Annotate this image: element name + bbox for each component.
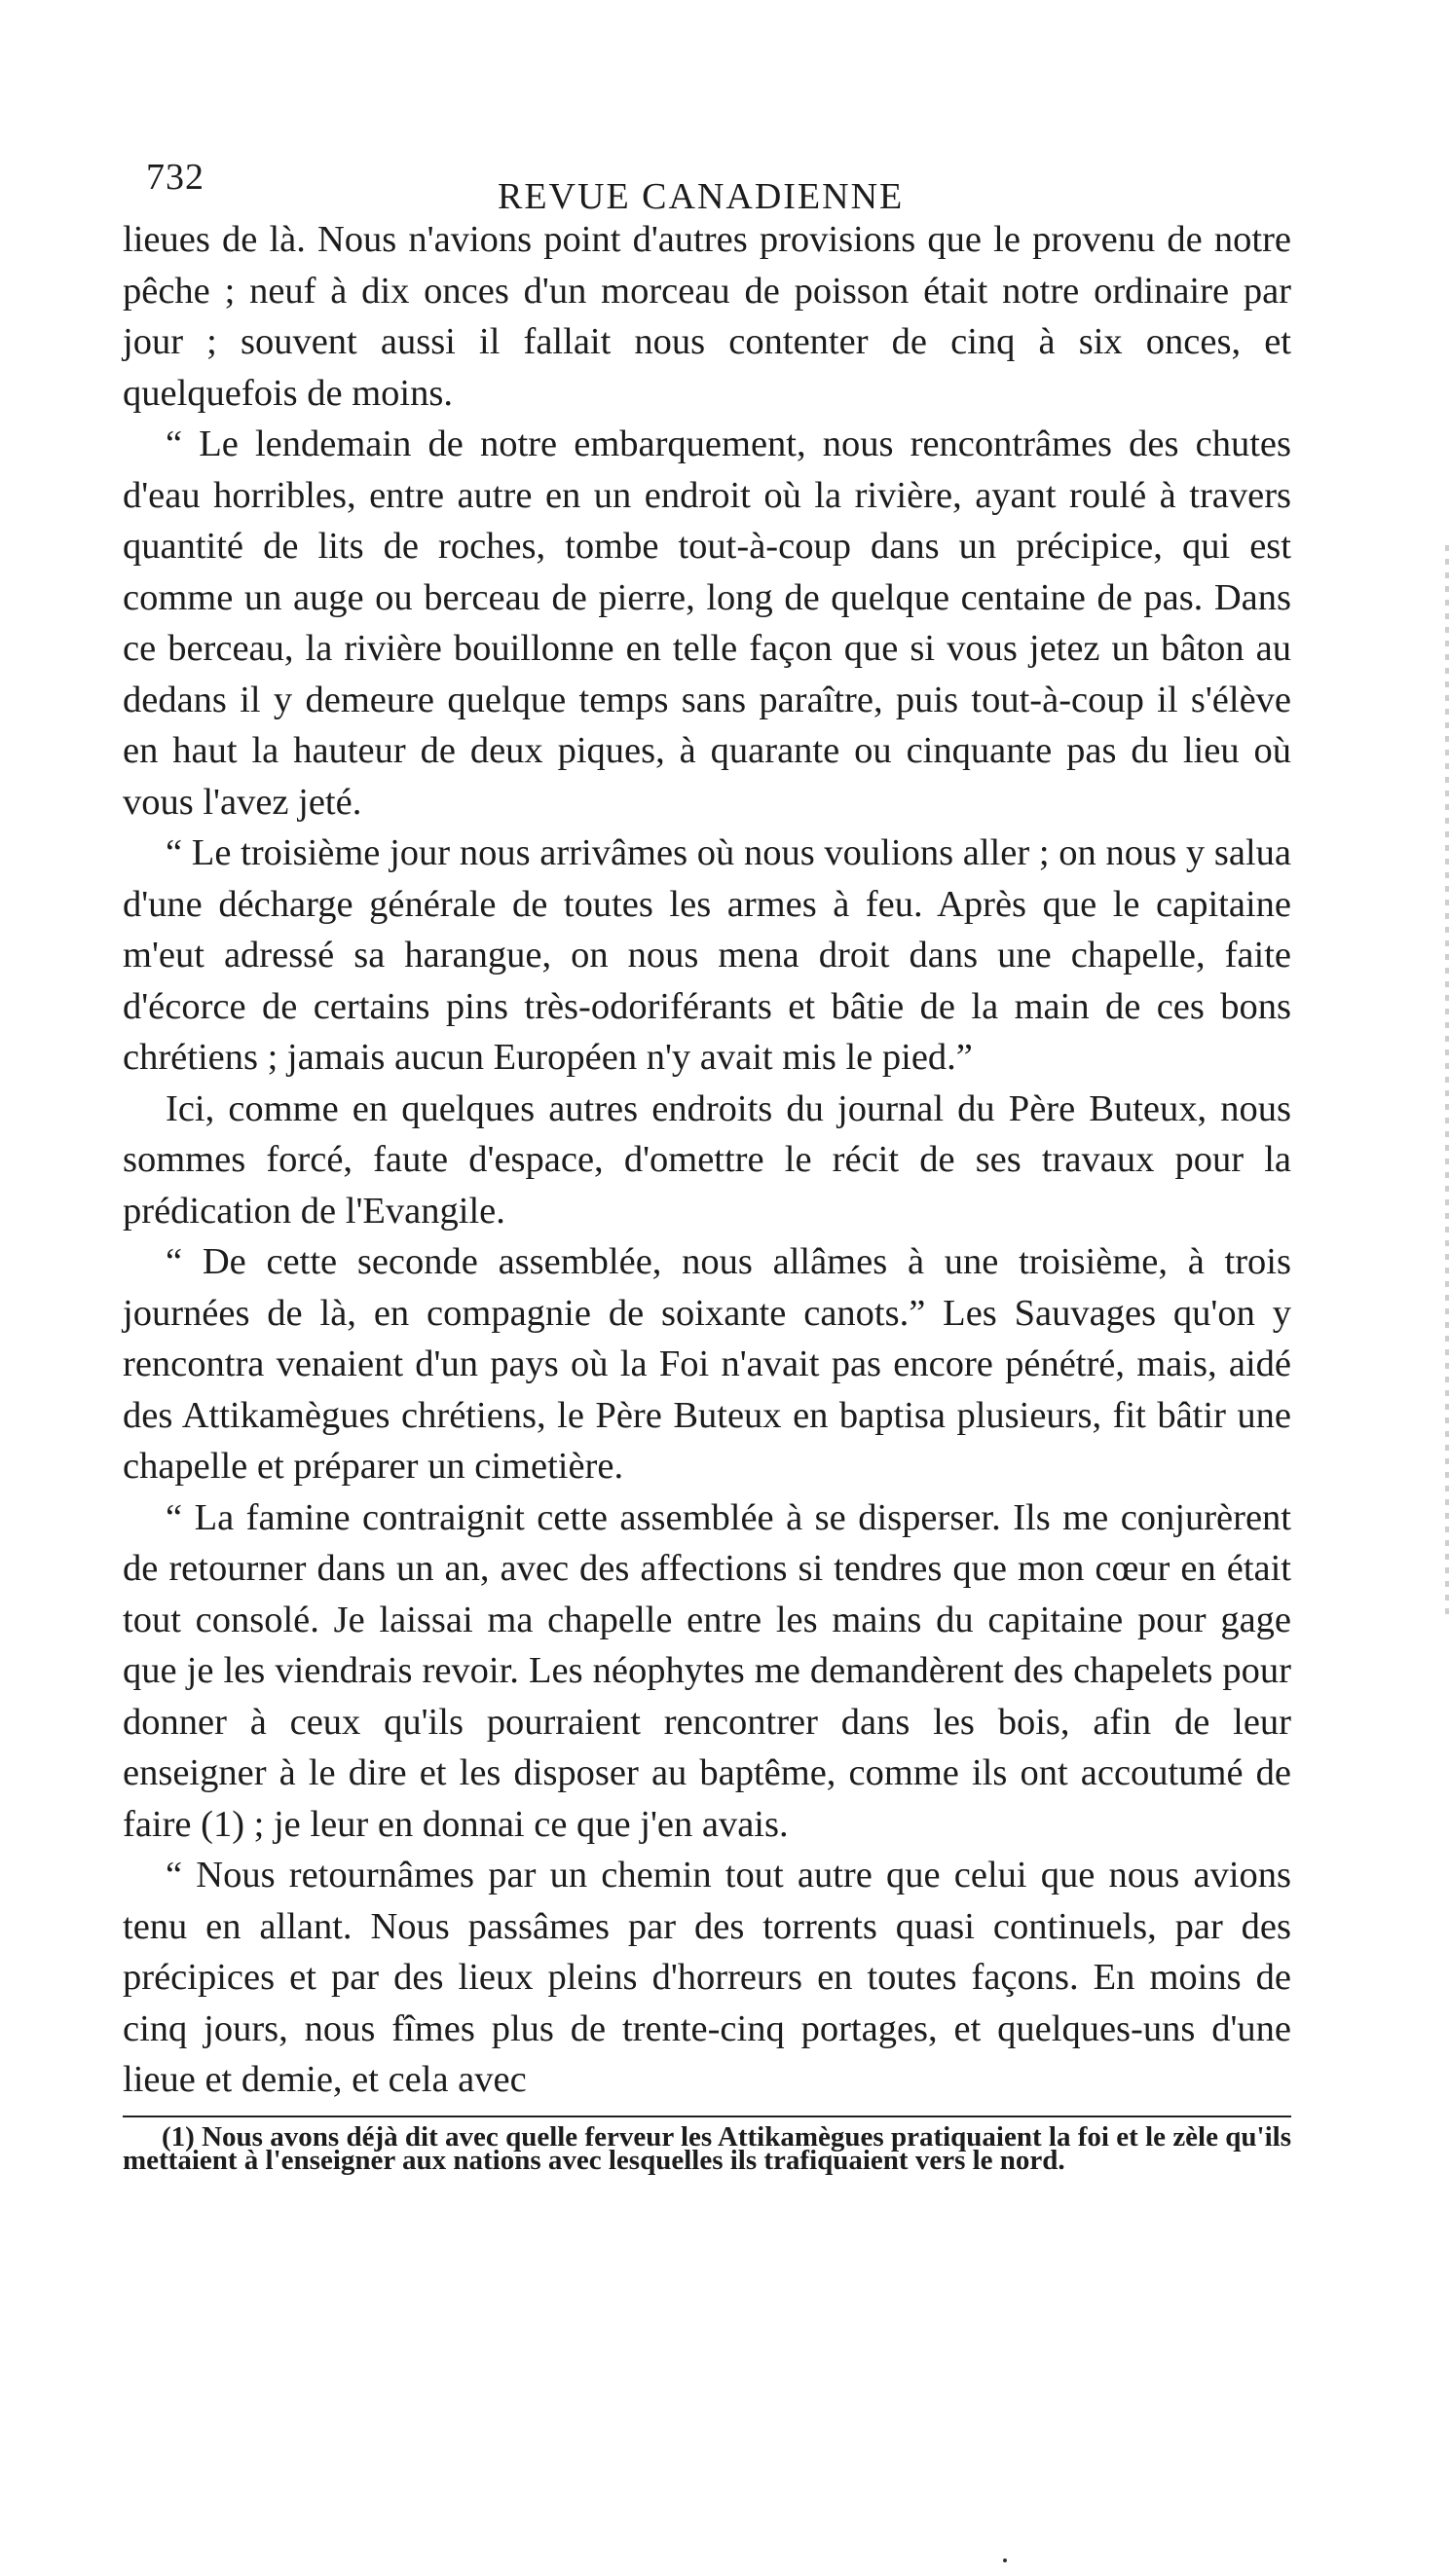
paragraph-7: “ Nous retournâmes par un chemin tout autre que celui que nous avions tenu en allant. Nous passâmes par des torrents quasi continuels, par des précipices et par des lieux pleins d'horreurs en toutes façons. En moins de cinq jours, nous fîmes plus de trente-cinq portages, et quelques-uns d'une lieue et demie, et cela avec [123,1855,1291,2100]
document-page [123,146,1291,2176]
running-title: REVUE CANADIENNE [498,176,905,217]
paragraph-5: “ De cette seconde assemblée, nous allâmes à une troisième, à trois journées de là, en compagnie de soixante canots.” Les Sauvages qu'on y rencontra venaient d'un pays où la Foi n'avait pas encore pénétré, mais, aidé des Attikamègues chrétiens, le Père Buteux en baptisa plusieurs, fit bâtir une chapelle et préparer un cimetière. [123,1241,1291,1487]
paragraph-4: Ici, comme en quelques autres endroits du journal du Père Buteux, nous sommes forcé, faute d'espace, d'omettre le récit de ses travaux pour la prédication de l'Evangile. [123,1087,1291,1232]
page-number: 732 [146,157,204,198]
scan-dot-artifact [1003,2558,1007,2562]
paragraph-2: “ Le lendemain de notre embarquement, nous rencontrâmes des chutes d'eau horribles, entre autre en un endroit où la rivière, ayant roulé à travers quantité de lits de roches, tombe tout-à-coup dans un précipice, qui est comme un auge ou berceau de pierre, long de quelque centaine de pas. Dans ce berceau, la rivière bouillonne en telle façon que si vous jetez un bâton au dedans il y demeure quelque temps sans paraître, puis tout-à-coup il s'élève en haut la hauteur de deux piques, à quarante ou cinquante pas du lieu où vous l'avez jeté. [123,423,1291,823]
scan-margin-artifact [1445,545,1449,1616]
footnote: (1) Nous avons déjà dit avec quelle ferveur les Attikamègues pratiquaient la foi et le zèle qu'ils mettaient à l'enseigner aux nations avec lesquelles ils trafiquaient vers le nord. [123,2120,1291,2176]
page-header [123,146,1291,217]
body-text [123,214,1291,2106]
footnote-divider [123,2116,1291,2117]
paragraph-3: “ Le troisième jour nous arrivâmes où nous voulions aller ; on nous y salua d'une décharge générale de toutes les armes à feu. Après que le capitaine m'eut adressé sa harangue, on nous mena droit dans une chapelle, faite d'écorce de certains pins très-odoriférants et bâtie de la main de ces bons chrétiens ; jamais aucun Européen n'y avait mis le pied.” [123,832,1291,1078]
paragraph-6: “ La famine contraignit cette assemblée à se disperser. Ils me conjurèrent de retourner dans un an, avec des affections si tendres que mon cœur en était tout consolé. Je laissai ma chapelle entre les mains du capitaine pour gage que je les viendrais revoir. Les néophytes me demandèrent des chapelets pour donner à ceux qu'ils pourraient rencontrer dans les bois, afin de leur enseigner à le dire et les disposer au baptême, comme ils ont accoutumé de faire (1) ; je leur en donnai ce que j'en avais. [123,1496,1291,1845]
paragraph-1: lieues de là. Nous n'avions point d'autres provisions que le provenu de notre pêche ; neuf à dix onces d'un morceau de poisson était notre ordinaire par jour ; souvent aussi il fallait nous contenter de cinq à six onces, et quelquefois de moins. [123,219,1291,414]
